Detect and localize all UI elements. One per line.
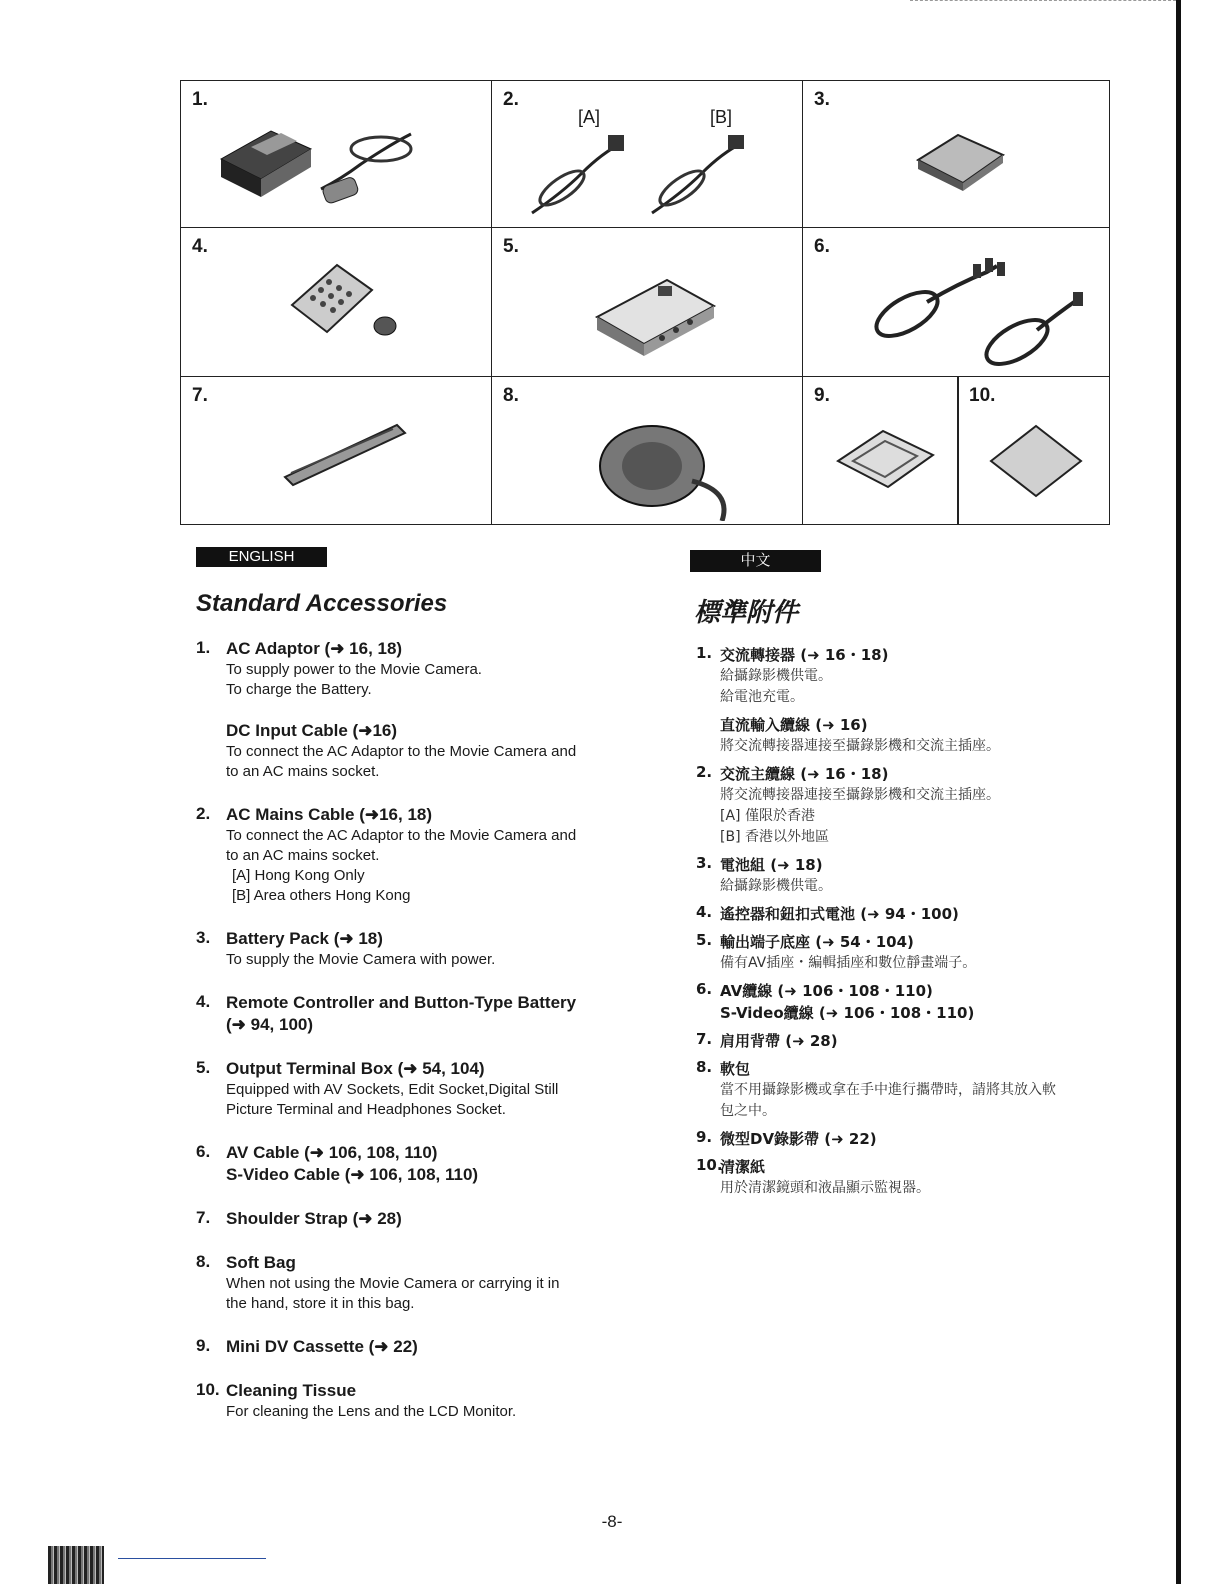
item-index: 8. <box>696 1058 713 1076</box>
cell-number: 1. <box>192 89 208 110</box>
scan-artifact <box>48 1546 104 1584</box>
variant-label-a: [A] <box>578 107 601 127</box>
list-item <box>696 1030 1136 1052</box>
page-number: -8- <box>601 1512 623 1531</box>
item-title: Shoulder Strap (➜ 28) <box>226 1209 402 1228</box>
grid-cell-9 <box>802 376 959 525</box>
grid-cell-10 <box>957 376 1110 525</box>
list-item <box>696 1156 1136 1199</box>
item-desc: To supply power to the Movie Camera. <box>226 661 482 678</box>
cell-number: 4. <box>192 236 208 257</box>
item-sub-title: 直流輸入纜線 (➜ 16) <box>720 716 868 734</box>
item-index: 1. <box>696 644 713 662</box>
item-title: S-Video纜線 (➜ 106・108・110) <box>720 1004 975 1022</box>
list-item <box>196 638 636 782</box>
list-item <box>196 1142 636 1186</box>
item-title: Mini DV Cassette (➜ 22) <box>226 1337 418 1356</box>
ac-adaptor-icon <box>211 119 431 219</box>
list-item <box>696 980 1136 1024</box>
item-desc: Equipped with AV Sockets, Edit Socket,Digital Still <box>226 1081 559 1098</box>
cell-number: 6. <box>814 236 830 257</box>
item-title: 交流轉接器 (➜ 16・18) <box>720 646 889 664</box>
item-index: 4. <box>696 903 713 921</box>
av-cable-icon <box>867 254 1097 374</box>
item-desc: to an AC mains socket. <box>226 763 380 780</box>
list-item <box>696 854 1136 897</box>
cell-number: 8. <box>503 385 519 406</box>
item-index: 3. <box>196 928 211 947</box>
list-item <box>196 1252 636 1314</box>
item-desc: 將交流轉接器連接至攝錄影機和交流主插座。 <box>720 787 1000 803</box>
item-desc: Picture Terminal and Headphones Socket. <box>226 1101 506 1118</box>
item-title: Output Terminal Box (➜ 54, 104) <box>226 1059 485 1078</box>
grid-cell-2 <box>491 80 803 228</box>
english-accessory-list <box>196 638 636 1444</box>
item-index: 10. <box>696 1156 723 1174</box>
item-index: 2. <box>696 763 713 781</box>
item-title: AV纜線 (➜ 106・108・110) <box>720 982 933 1000</box>
grid-cell-7 <box>180 376 492 525</box>
item-index: 7. <box>696 1030 713 1048</box>
cell-number: 9. <box>814 385 830 406</box>
item-desc: 包之中。 <box>720 1103 776 1119</box>
item-title: 清潔紙 <box>720 1158 766 1176</box>
item-index: 9. <box>696 1128 713 1146</box>
language-label-chinese: 中文 <box>690 550 821 572</box>
item-title: Battery Pack (➜ 18) <box>226 929 383 948</box>
item-title: AC Mains Cable (➜16, 18) <box>226 805 433 824</box>
item-desc: to an AC mains socket. <box>226 847 380 864</box>
item-title: 軟包 <box>720 1060 751 1078</box>
item-index: 3. <box>696 854 713 872</box>
item-title: AV Cable (➜ 106, 108, 110) <box>226 1143 438 1162</box>
list-item <box>696 903 1136 925</box>
item-desc: 給攝錄影機供電。 <box>720 668 832 684</box>
list-item <box>696 644 1136 757</box>
cell-number: 10. <box>969 385 996 406</box>
list-item <box>196 804 636 906</box>
item-sub-title: DC Input Cable (➜16) <box>226 721 398 740</box>
item-index: 5. <box>196 1058 211 1077</box>
page-title-chinese: 標準附件 <box>694 598 799 628</box>
item-index: 9. <box>196 1336 211 1355</box>
grid-cell-6 <box>802 227 1110 377</box>
cleaning-tissue-icon <box>986 421 1086 501</box>
item-title: 輸出端子底座 (➜ 54・104) <box>720 933 914 951</box>
item-desc: For cleaning the Lens and the LCD Monitor. <box>226 1403 517 1420</box>
item-desc: To connect the AC Adaptor to the Movie Camera and <box>226 743 577 760</box>
page-title-english: Standard Accessories <box>196 590 448 617</box>
item-desc: [B] 香港以外地區 <box>720 829 829 845</box>
grid-cell-8 <box>491 376 803 525</box>
grid-cell-5 <box>491 227 803 377</box>
item-index: 2. <box>196 804 211 823</box>
output-terminal-box-icon <box>592 272 722 362</box>
item-title: 微型DV錄影帶 (➜ 22) <box>720 1130 877 1148</box>
list-item <box>696 1058 1136 1122</box>
item-note: [A] Hong Kong Only <box>232 867 365 884</box>
cell-number: 7. <box>192 385 208 406</box>
list-item <box>696 931 1136 974</box>
item-index: 10. <box>196 1380 220 1399</box>
grid-cell-3 <box>802 80 1110 228</box>
list-item <box>196 1336 636 1358</box>
language-label-english: ENGLISH <box>196 547 327 567</box>
item-title: 遙控器和鈕扣式電池 (➜ 94・100) <box>720 905 959 923</box>
item-title: 交流主纜線 (➜ 16・18) <box>720 765 889 783</box>
list-item <box>696 763 1136 848</box>
item-index: 8. <box>196 1252 211 1271</box>
item-title: Soft Bag <box>226 1253 296 1272</box>
scan-edge-top <box>910 0 1176 3</box>
item-title: S-Video Cable (➜ 106, 108, 110) <box>226 1165 479 1184</box>
item-desc: 給攝錄影機供電。 <box>720 878 832 894</box>
item-title: Cleaning Tissue <box>226 1381 357 1400</box>
chinese-accessory-list <box>696 644 1136 1205</box>
remote-controller-icon <box>287 260 407 350</box>
item-desc: To charge the Battery. <box>226 681 372 698</box>
item-index: 5. <box>696 931 713 949</box>
grid-cell-4 <box>180 227 492 377</box>
item-desc: the hand, store it in this bag. <box>226 1295 415 1312</box>
list-item <box>196 928 636 970</box>
item-index: 7. <box>196 1208 211 1227</box>
item-desc: 用於清潔鏡頭和液晶顯示監視器。 <box>720 1180 930 1196</box>
grid-cell-1 <box>180 80 492 228</box>
item-desc: 備有AV插座・編輯插座和數位靜畫端子。 <box>720 955 977 971</box>
scan-artifact-line <box>118 1558 266 1559</box>
item-index: 6. <box>196 1142 211 1161</box>
shoulder-strap-icon <box>277 417 417 487</box>
list-item <box>196 1380 636 1422</box>
list-item <box>196 992 636 1036</box>
list-item <box>696 1128 1136 1150</box>
item-desc: To supply the Movie Camera with power. <box>226 951 496 968</box>
accessory-grid <box>180 80 1110 525</box>
soft-bag-icon <box>592 411 752 521</box>
cell-number: 2. <box>503 89 519 110</box>
mini-dv-cassette-icon <box>833 425 943 495</box>
list-item <box>196 1058 636 1120</box>
cell-number: 5. <box>503 236 519 257</box>
item-note: [B] Area others Hong Kong <box>232 887 411 904</box>
item-desc: 當不用攝錄影機或拿在手中進行攜帶時，請將其放入軟 <box>720 1082 1056 1098</box>
item-title: (➜ 94, 100) <box>226 1015 314 1034</box>
battery-pack-icon <box>913 125 1013 195</box>
item-title: 肩用背帶 (➜ 28) <box>720 1032 838 1050</box>
item-desc: [A] 僅限於香港 <box>720 808 815 824</box>
item-index: 6. <box>696 980 713 998</box>
item-desc: 給電池充電。 <box>720 689 804 705</box>
item-desc: When not using the Movie Camera or carrying it in <box>226 1275 560 1292</box>
item-title: Remote Controller and Button-Type Battery <box>226 993 577 1012</box>
scan-edge-right <box>1176 0 1181 1584</box>
cell-number: 3. <box>814 89 830 110</box>
ac-mains-cable-icon <box>522 133 782 223</box>
variant-label-b: [B] <box>710 107 733 127</box>
item-desc: 將交流轉接器連接至攝錄影機和交流主插座。 <box>720 738 1000 754</box>
item-title: AC Adaptor (➜ 16, 18) <box>226 639 403 658</box>
item-title: 電池組 (➜ 18) <box>720 856 823 874</box>
item-index: 4. <box>196 992 211 1011</box>
list-item <box>196 1208 636 1230</box>
item-index: 1. <box>196 638 211 657</box>
item-desc: To connect the AC Adaptor to the Movie Camera and <box>226 827 577 844</box>
